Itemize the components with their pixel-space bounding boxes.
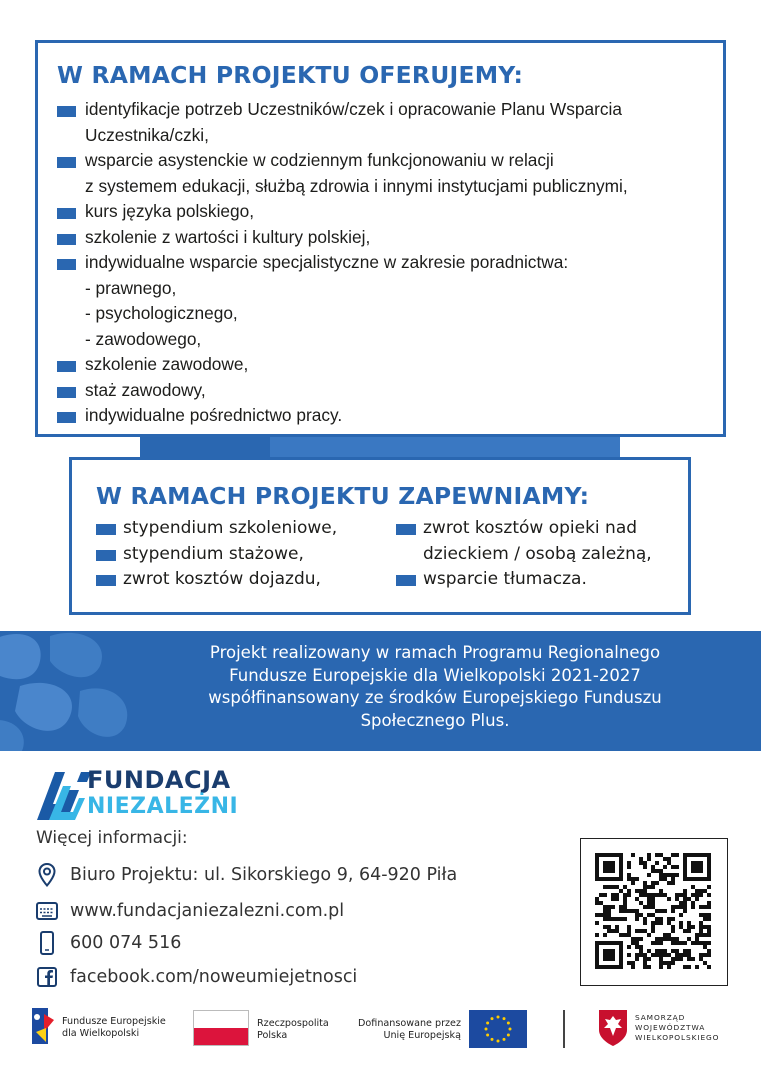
fe-logo-icon: [30, 1006, 56, 1046]
list-item: staż zawodowy,: [57, 378, 717, 404]
decorative-bar-right: [270, 437, 620, 457]
phone-number[interactable]: 600 074 516: [70, 933, 182, 953]
list-item: indywidualne pośrednictwo pracy.: [57, 403, 717, 429]
offer-list: [57, 97, 717, 429]
phone-row[interactable]: [36, 930, 181, 956]
bullet-icon: [57, 412, 76, 423]
list-item-continuation: Uczestnika/czki,: [85, 124, 209, 145]
bullet-icon: [57, 157, 76, 168]
bullet-icon: [396, 575, 416, 586]
sub-item: - zawodowego,: [85, 328, 202, 349]
bullet-icon: [57, 106, 76, 117]
decorative-bar-left: [140, 437, 270, 457]
fe-label: Fundusze Europejskie dla Wielkopolski: [62, 1016, 166, 1039]
facebook-icon: [36, 965, 58, 989]
decorative-shapes: [0, 631, 130, 751]
sub-item: - psychologicznego,: [85, 303, 238, 323]
qr-code[interactable]: [580, 838, 728, 986]
bullet-icon: [96, 550, 116, 561]
rp-logo: [193, 1010, 329, 1046]
bullet-icon: [96, 524, 116, 535]
provide-box: [69, 457, 691, 615]
fundacja-logo: [33, 768, 243, 829]
bullet-icon: [96, 575, 116, 586]
address-text: Biuro Projektu: ul. Sikorskiego 9, 64-920 Piła: [70, 865, 458, 885]
address-row: [36, 862, 457, 888]
keyboard-icon: [36, 899, 58, 923]
website-link[interactable]: www.fundacjaniezalezni.com.pl: [70, 901, 345, 921]
qr-code-icon: [581, 839, 726, 984]
list-item: identyfikacje potrzeb Uczestników/czek i opracowanie Planu Wsparcia: [57, 97, 717, 123]
sub-item: - prawnego,: [85, 277, 177, 298]
provide-list-right: [396, 516, 652, 593]
eu-flag-icon: [469, 1010, 527, 1048]
list-item: indywidualne wsparcie specjalistyczne w zakresie poradnictwa:: [57, 250, 717, 276]
offer-box: [35, 40, 726, 437]
facebook-row[interactable]: [36, 964, 357, 990]
offer-heading: W RAMACH PROJEKTU OFERUJEMY:: [57, 61, 524, 89]
provide-list-left: [96, 516, 337, 593]
list-item-continuation: dzieckiem / osobą zależną,: [423, 543, 652, 564]
list-item: szkolenie zawodowe,: [57, 352, 717, 378]
sw-label: SAMORZĄD WOJEWÓDZTWA WIELKOPOLSKIEGO: [635, 1013, 720, 1042]
map-pin-icon: [36, 863, 58, 887]
list-item: stypendium szkoleniowe,: [96, 516, 337, 542]
list-item: wsparcie asystenckie w codziennym funkcjonowaniu w relacji: [57, 148, 717, 174]
bullet-icon: [57, 208, 76, 219]
list-item-continuation: z systemem edukacji, służbą zdrowia i innymi instytucjami publicznymi,: [85, 175, 628, 196]
list-item: kurs języka polskiego,: [57, 199, 717, 225]
coat-of-arms-icon: [597, 1008, 629, 1048]
list-item: stypendium stażowe,: [96, 542, 337, 568]
polish-flag-icon: [193, 1010, 249, 1046]
funding-text: Projekt realizowany w ramach Programu Regionalnego Fundusze Europejskie dla Wielkopolski 2021-2027 współfinansowany ze środków Europejskiego Funduszu Społecznego Plus.: [208, 643, 662, 730]
funding-band: [0, 631, 761, 751]
list-item: szkolenie z wartości i kultury polskiej,: [57, 225, 717, 251]
list-item: zwrot kosztów dojazdu,: [96, 567, 337, 593]
bullet-icon: [57, 387, 76, 398]
facebook-link[interactable]: facebook.com/noweumiejetnosci: [70, 967, 358, 987]
bullet-icon: [57, 234, 76, 245]
list-item: wsparcie tłumacza.: [396, 567, 652, 593]
list-item: zwrot kosztów opieki nad: [396, 516, 652, 542]
more-info-label: Więcej informacji:: [36, 828, 188, 848]
logo-line2: NIEZALEŻNI: [87, 794, 239, 819]
bullet-icon: [396, 524, 416, 535]
logo-line1: FUNDACJA: [87, 766, 231, 794]
bullet-icon: [57, 259, 76, 270]
footer-divider: [563, 1010, 565, 1048]
phone-icon: [36, 931, 58, 955]
rp-label: Rzeczpospolita Polska: [257, 1018, 329, 1041]
bullet-icon: [57, 361, 76, 372]
website-row[interactable]: [36, 898, 344, 924]
sw-logo: [597, 1008, 720, 1053]
provide-heading: W RAMACH PROJEKTU ZAPEWNIAMY:: [96, 482, 590, 510]
eu-label: Dofinansowane przez Unię Europejską: [358, 1018, 461, 1041]
fe-logo: [30, 1006, 166, 1051]
